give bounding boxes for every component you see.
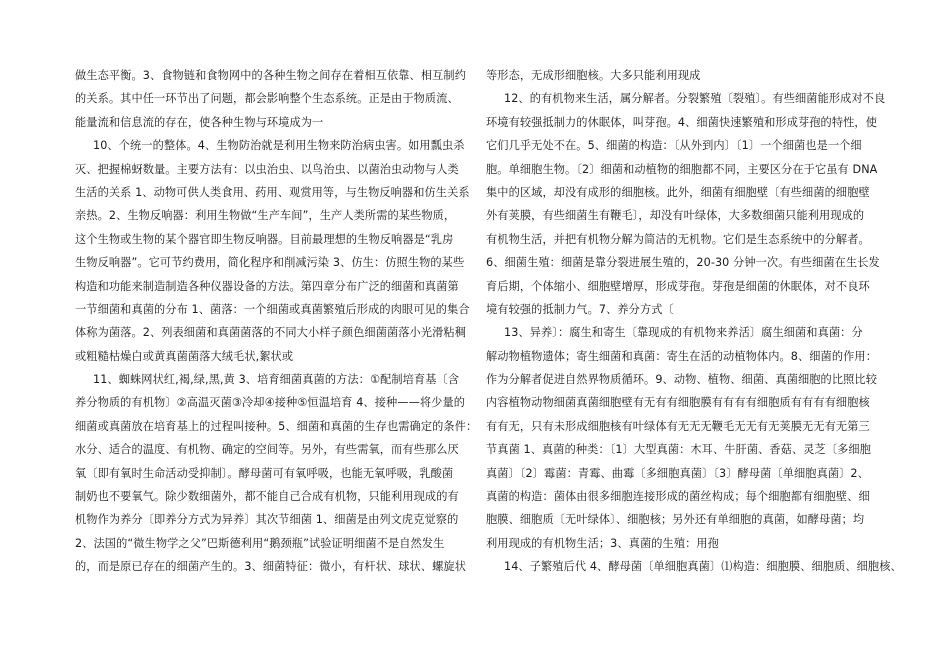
left-text-column — [75, 64, 478, 579]
text-line: 12、的有机物来生活，属分解者。分裂繁殖〔裂殖〕。有些细菌能形成对不良 — [504, 92, 886, 106]
text-line: 胞。单细胞生物。〔2〕细菌和动植物的细胞都不同，主要区分在于它虽有 DNA — [486, 162, 878, 176]
text-line: 能量流和信息流的存在，使各种生物与环境成为一 — [75, 115, 324, 129]
text-line: 的，而是原已存在的细菌产生的。3、细菌特征：微小，有杆状、球状、螺旋状 — [75, 560, 466, 574]
text-line: 生活的关系 1、动物可供人类食用、药用、观赏用等，与生物反响器和仿生关系 — [75, 185, 470, 199]
text-line: 集中的区域，却没有成形的细胞核。此外，细菌有细胞壁〔有些细菌的细胞壁 — [486, 185, 870, 199]
text-line: 真菌的构造：菌体由很多细胞连接形成的菌丝构成；每个细胞都有细胞壁、细 — [486, 490, 870, 504]
right-text-column — [486, 64, 902, 579]
text-line: 作为分解者促进自然界物质循环。9、动物、植物、细菌、真菌细胞的比照比较 — [486, 373, 877, 387]
text-line: 真菌〕〔2〕霉菌：青霉、曲霉〔多细胞真菌〕〔3〕酵母菌〔单细胞真菌〕2、 — [486, 466, 869, 480]
text-line: 解动物植物遗体；寄生细菌和真菌：寄生在活的动植物体内。8、细菌的作用： — [486, 349, 877, 363]
text-line: 灭、把握棉蚜数量。主要方法有：以虫治虫、以鸟治虫、以菌治虫动物与人类 — [75, 162, 459, 176]
text-line: 内容植物动物细菌真菌细胞壁有无有有细胞膜有有有有细胞质有有有有细胞核 — [486, 396, 870, 410]
text-line: 外有荚膜，有些细菌生有鞭毛〕，却没有叶绿体，大多数细菌只能利用现成的 — [486, 209, 865, 223]
text-line: 6、细菌生殖：细菌是靠分裂进展生殖的，20-30 分钟一次。有些细菌在生长发 — [486, 256, 880, 270]
text-line: 体称为菌落。2、列表细菌和真菌菌落的不同大小样子颜色细菌菌落小光滑粘稠 — [75, 326, 466, 340]
text-line: 水分、适合的温度、有机物、确定的空间等。另外，有些需氧，而有些那么厌 — [75, 443, 459, 457]
text-line: 13、异养〕：腐生和寄生〔靠现成的有机物来养活〕腐生细菌和真菌：分 — [504, 326, 863, 340]
text-line: 14、子繁殖后代 4、酵母菌〔单细胞真菌〕⑴构造：细胞膜、细胞质、细胞核、 — [504, 560, 902, 574]
text-line: 制奶也不要氧气。除少数细菌外，都不能自己合成有机物，只能利用现成的有 — [75, 490, 459, 504]
text-line: 做生态平衡。3、食物链和食物网中的各种生物之间存在着相互依靠、相互制约 — [75, 69, 466, 82]
text-line: 一节细菌和真菌的分布 1、菌落：一个细菌或真菌繁殖后形成的肉眼可见的集合 — [75, 302, 470, 316]
text-line: 这个生物或生物的某个器官即生物反响器。目前最理想的生物反响器是“乳房 — [75, 232, 454, 246]
text-line: 细菌或真菌放在培育基上的过程叫接种。5、细菌和真菌的生存也需确定的条件： — [75, 419, 478, 433]
text-line: 有有无，只有未形成细胞核有叶绿体有无无无鞭毛无无有无荚膜无无有无第三 — [486, 419, 870, 433]
text-line: 等形态，无成形细胞核。大多只能利用现成 — [486, 69, 701, 82]
text-line: 11、蜘蛛网状红,褐,绿,黑,黄 3、培育细菌真菌的方法：①配制培育基〔含 — [93, 373, 460, 387]
text-line: 节真菌 1、真菌的种类：〔1〕大型真菌：木耳、牛肝菌、香菇、灵芝〔多细胞 — [486, 443, 871, 457]
text-line: 利用现成的有机物生活；3、真菌的生殖：用孢 — [486, 536, 719, 550]
text-line: 育后期，个体缩小、细胞壁增厚，形成芽孢。芽孢是细菌的休眠体，对不良环 — [486, 279, 870, 293]
text-line: 有机物生活，并把有机物分解为简洁的无机物。它们是生态系统中的分解者。 — [486, 232, 870, 246]
text-line: 或粗糙枯燥白或黄真菌菌落大绒毛状,絮状或 — [75, 349, 294, 363]
text-line: 10、个统一的整体。4、生物防治就是利用生物来防治病虫害。如用瓢虫杀 — [93, 139, 465, 153]
text-line: 机物作为养分〔即养分方式为异养〕其次节细菌 1、细菌是由列文虎克觉察的 — [75, 513, 459, 527]
text-line: 它们几乎无处不在。5、细菌的构造：〔从外到内〕〔1〕一个细菌也是一个细 — [486, 139, 862, 153]
text-line: 生物反响器”。它可节约费用，简化程序和削减污染 3、仿生：仿照生物的某些 — [75, 256, 465, 270]
text-line: 环境有较强抵制力的休眠体，叫芽孢。4、细菌快速繁殖和形成芽孢的特性，使 — [486, 115, 877, 129]
text-line: 养分物质的有机物〕②高温灭菌③冷却④接种⑤恒温培育 4、接种——将少量的 — [75, 396, 466, 410]
text-line: 氧〔即有氧时生命活动受抑制〕。酵母菌可有氧呼吸，也能无氧呼吸，乳酸菌 — [75, 466, 454, 480]
text-line: 境有较强的抵制力气。7、养分方式〔 — [486, 302, 674, 316]
text-line: 胞膜、细胞质〔无叶绿体〕、细胞核；另外还有单细胞的真菌，如酵母菌；均 — [486, 513, 865, 527]
text-line: 构造和功能来制造制造各种仪器设备的方法。第四章分布广泛的细菌和真菌第 — [75, 279, 459, 293]
text-line: 的关系。其中任一环节出了问题，都会影响整个生态系统。正是由于物质流、 — [75, 92, 459, 106]
text-line: 2、法国的“微生物学之父”巴斯德利用“鹅颈瓶”试验证明细菌不是自然发生 — [75, 536, 445, 550]
text-line: 亲热。2、生物反响器：利用生物做“生产车间”，生产人类所需的某些物质， — [75, 209, 456, 223]
